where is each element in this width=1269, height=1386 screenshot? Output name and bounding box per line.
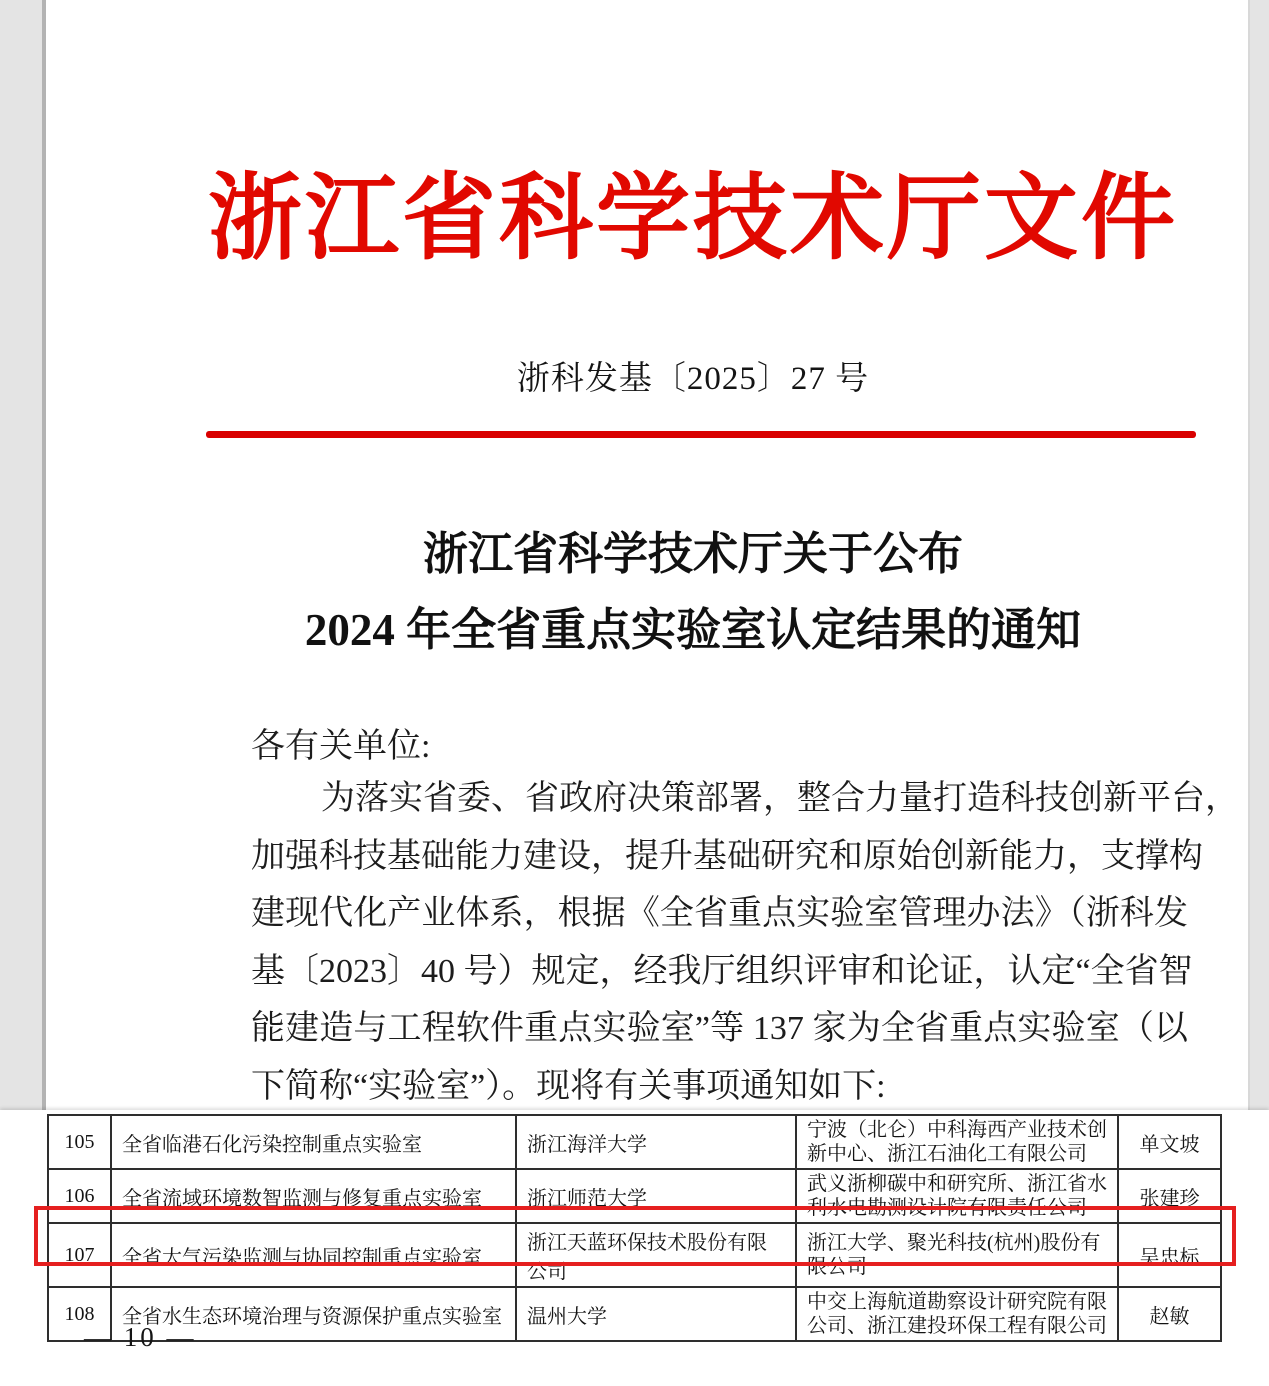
notice-title bbox=[92, 516, 1269, 668]
table-row bbox=[48, 1287, 1221, 1341]
lab-name-cell: 全省大气污染监测与协同控制重点实验室 bbox=[111, 1223, 516, 1287]
row-number-cell: 108 bbox=[48, 1287, 111, 1341]
notice-title-line1: 浙江省科学技术厅关于公布 bbox=[422, 529, 963, 579]
results-table bbox=[47, 1114, 1222, 1342]
partners-cell: 武义浙柳碳中和研究所、浙江省水利水电勘测设计院有限责任公司 bbox=[796, 1169, 1118, 1223]
results-table-section bbox=[0, 1110, 1269, 1386]
institution-cell: 温州大学 bbox=[516, 1287, 796, 1341]
partners-cell: 浙江大学、聚光科技(杭州)股份有限公司 bbox=[796, 1223, 1118, 1287]
partners-cell: 宁波（北仑）中科海西产业技术创新中心、浙江石油化工有限公司 bbox=[796, 1115, 1118, 1169]
table-row bbox=[48, 1169, 1221, 1223]
lab-name-cell: 全省临港石化污染控制重点实验室 bbox=[111, 1115, 516, 1169]
institution-cell: 浙江师范大学 bbox=[516, 1169, 796, 1223]
body-line: 基〔2023〕40 号）规定，经我厅组织评审和论证，认定“全省智 bbox=[251, 952, 1193, 990]
document-number: 浙科发基〔2025〕27 号 bbox=[516, 361, 870, 397]
body-line: 下简称“实验室”）。现将有关事项通知如下: bbox=[251, 1067, 886, 1105]
table-row bbox=[48, 1223, 1221, 1287]
body-line: 加强科技基础能力建设，提升基础研究和原始创新能力，支撑构 bbox=[251, 837, 1203, 875]
institution-cell: 浙江海洋大学 bbox=[516, 1115, 796, 1169]
document-page bbox=[46, 0, 1248, 1110]
lab-name-cell: 全省流域环境数智监测与修复重点实验室 bbox=[111, 1169, 516, 1223]
body-line: 为落实省委、省政府决策部署，整合力量打造科技创新平台， bbox=[321, 780, 1239, 817]
notice-title-line2: 2024 年全省重点实验室认定结果的通知 bbox=[304, 605, 1082, 655]
director-cell: 赵敏 bbox=[1118, 1287, 1221, 1341]
row-number-cell: 105 bbox=[48, 1115, 111, 1169]
body-line: 建现代化产业体系，根据《全省重点实验室管理办法》（浙科发 bbox=[251, 895, 1188, 932]
red-divider-line bbox=[206, 431, 1196, 438]
row-number-cell: 106 bbox=[48, 1169, 111, 1223]
body-line: 能建造与工程软件重点实验室”等 137 家为全省重点实验室（以 bbox=[251, 1010, 1188, 1047]
institution-cell: 浙江天蓝环保技术股份有限公司 bbox=[516, 1223, 796, 1287]
salutation: 各有关单位: bbox=[251, 728, 431, 765]
director-cell: 吴忠标 bbox=[1118, 1223, 1221, 1287]
director-cell: 张建珍 bbox=[1118, 1169, 1221, 1223]
body-paragraph bbox=[251, 770, 1239, 1115]
agency-header-title: 浙江省科学技术厅文件 bbox=[207, 167, 1178, 271]
row-number-cell: 107 bbox=[48, 1223, 111, 1287]
lab-name-cell: 全省水生态环境治理与资源保护重点实验室 bbox=[111, 1287, 516, 1341]
page-number: — 10 — bbox=[84, 1322, 197, 1352]
partners-cell: 中交上海航道勘察设计研究院有限公司、浙江建投环保工程有限公司 bbox=[796, 1287, 1118, 1341]
director-cell: 单文坡 bbox=[1118, 1115, 1221, 1169]
table-row bbox=[48, 1115, 1221, 1169]
